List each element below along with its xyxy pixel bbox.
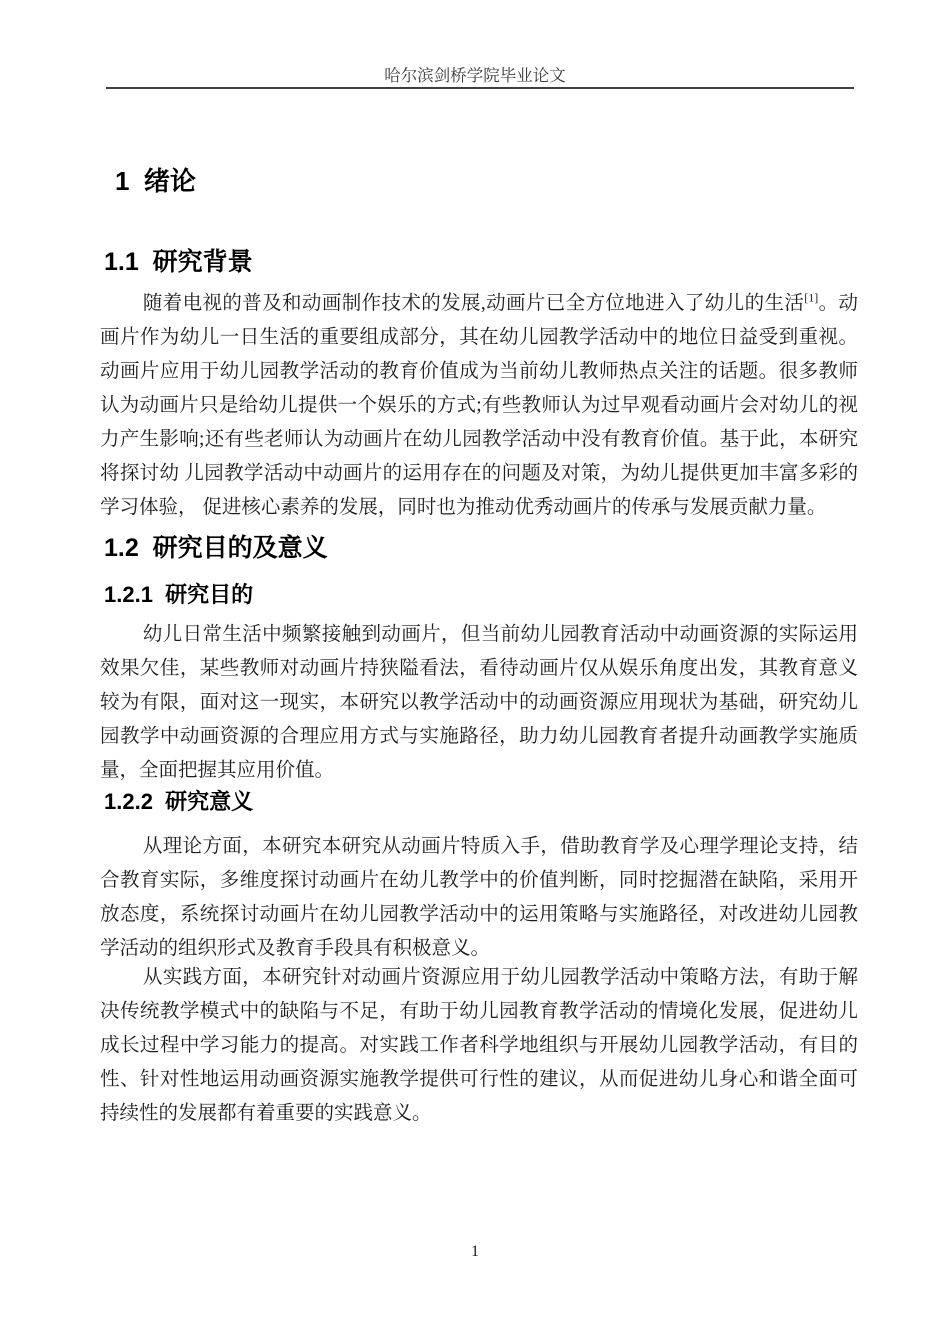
header-divider-rule	[106, 87, 854, 89]
background-text-after-citation: 。动画片作为幼儿一日生活的重要组成部分，其在幼儿园教学活动中的地位日益受到重视。动画片应用于幼儿园教学活动的教育价值成为当前幼儿教师热点关注的话题。很多教师认为动画片只是给幼儿提供一个娱乐的方式;有些教师认为过早观看动画片会对幼儿的视力产生影响;还有些老师认为动画片在幼儿园教学活动中没有教育价值。基于此，本研究将探讨幼 儿园教学活动中动画片的运用存在的问题及对策，为幼儿提供更加丰富多彩的学习体验， 促进核心素养的发展，同时也为推动优秀动画片的传承与发展贡献力量。	[100, 293, 858, 518]
page-number: 1	[471, 1243, 479, 1260]
background-text-before-citation: 随着电视的普及和动画制作技术的发展,动画片已全方位地进入了幼儿的生活	[142, 293, 805, 314]
section-heading-1-1: 1.1 研究背景	[104, 248, 253, 276]
paragraph-research-background	[100, 287, 858, 525]
running-header-title: 哈尔滨剑桥学院毕业论文	[384, 66, 566, 85]
subsection-heading-1-2-2: 1.2.2 研究意义	[104, 789, 254, 814]
section-heading-1-2: 1.2 研究目的及意义	[104, 534, 328, 562]
subsection-heading-1-2-1: 1.2.1 研究目的	[104, 582, 254, 607]
paragraph-significance-theory: 从理论方面，本研究本研究从动画片特质入手，借助教育学及心理学理论支持，结合教育实际，多维度探讨动画片在幼儿教学中的价值判断，同时挖掘潜在缺陷，采用开放态度，系统探讨动画片在幼儿园教学活动中的运用策略与实施路径，对改进幼儿园教学活动的组织形式及教育手段具有积极意义。	[100, 836, 858, 959]
paragraph-research-purpose: 幼儿日常生活中频繁接触到动画片，但当前幼儿园教育活动中动画资源的实际运用效果欠佳，某些教师对动画片持狭隘看法，看待动画片仅从娱乐角度出发，其教育意义较为有限，面对这一现实，本研究以教学活动中的动画资源应用现状为基础，研究幼儿园教学中动画资源的合理应用方式与实施路径，助力幼儿园教育者提升动画教学实施质量，全面把握其应用价值。	[100, 624, 858, 781]
citation-reference-marker: [1]	[804, 290, 819, 305]
chapter-heading: 1 绪论	[115, 166, 196, 196]
paragraph-significance-practice: 从实践方面，本研究针对动画片资源应用于幼儿园教学活动中策略方法，有助于解决传统教学模式中的缺陷与不足，有助于幼儿园教育教学活动的情境化发展，促进幼儿成长过程中学习能力的提高。对实践工作者科学地组织与开展幼儿园教学活动，有目的性、针对性地运用动画资源实施教学提供可行性的建议，从而促进幼儿身心和谐全面可持续性的发展都有着重要的实践意义。	[100, 967, 858, 1124]
